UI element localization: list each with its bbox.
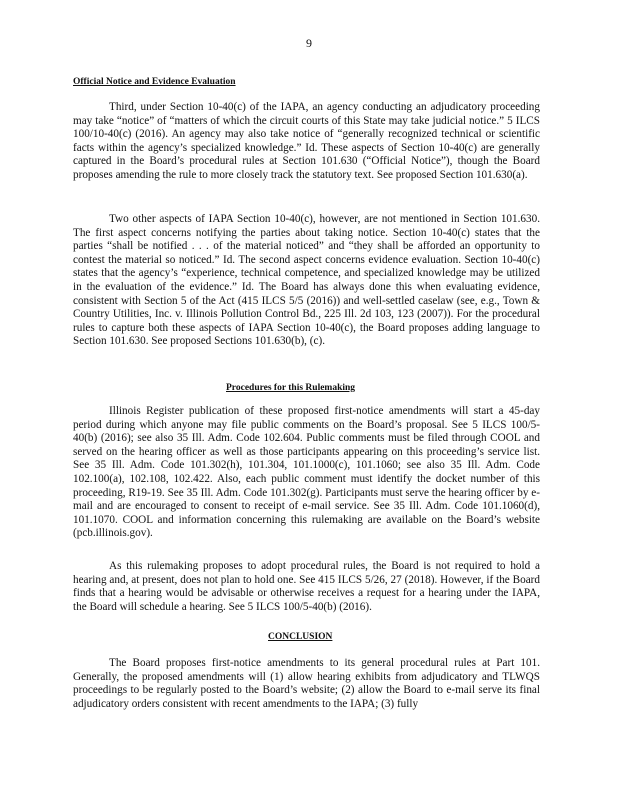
paragraph-procedures-2: As this rulemaking proposes to adopt procedural rules, the Board is not required to hold a hearing and, at present, does not plan to hold one. See 415 ILCS 5/26, 27 (2018). However, if the Board finds that a hearing would be advisable or otherwise receives a request for a hearing under the IAPA, the Board will schedule a hearing. See 5 ILCS 100/5-40(b) (2016).: [73, 560, 540, 613]
paragraph-conclusion-1: The Board proposes first-notice amendments to its general procedural rules at Part 101. Generally, the proposed amendments will (1) allow hearing exhibits from adjudicatory and TLWQS proceedings to be regularly posted to the Board’s website; (2) allow the Board to e-mail serve its final adjudicatory orders consistent with recent amendments to the IAPA; (3) fully: [73, 657, 540, 710]
section-heading-conclusion: CONCLUSION: [268, 632, 333, 642]
paragraph-official-notice-2: Two other aspects of IAPA Section 10-40(c), however, are not mentioned in Section 101.630. The first aspect concerns notifying the parties about taking notice. Section 10-40(c) states that the parties “shall be notified . . . of the material noticed” and “they shall be afforded an opportunity to contest the material so noticed.” Id. The second aspect concerns evidence evaluation. Section 10-40(c) states that the agency’s “experience, technical competence, and specialized knowledge may be utilized in the evaluation of the evidence.” Id. The Board has always done this when evaluating evidence, consistent with Section 5 of the Act (415 ILCS 5/5 (2016)) and well-settled caselaw (see, e.g., Town & Country Utilities, Inc. v. Illinois Pollution Control Bd., 225 Ill. 2d 103, 123 (2007)). For the procedural rules to capture both these aspects of IAPA Section 10-40(c), the Board proposes adding language to Section 101.630. See proposed Sections 101.630(b), (c).: [73, 213, 540, 348]
page-number: 9: [306, 36, 312, 50]
paragraph-procedures-1: Illinois Register publication of these proposed first-notice amendments will start a 45-day period during which anyone may file public comments on the Board’s proposal. See 5 ILCS 100/5-40(b) (2016); see also 35 Ill. Adm. Code 102.604. Public comments must be filed through COOL and served on the hearing officer as well as those participants appearing on this proceeding’s service list. See 35 Ill. Adm. Code 101.302(h), 101.304, 101.1000(c), 101.1060; see also 35 Ill. Adm. Code 102.100(a), 102.108, 102.422. Also, each public comment must identify the docket number of this proceeding, R19-19. See 35 Ill. Adm. Code 101.302(g). Participants must serve the hearing officer by e-mail and are encouraged to consent to receipt of e-mail service. See 35 Ill. Adm. Code 101.1060(d), 101.1070. COOL and information concerning this rulemaking are available on the Board’s website (pcb.illinois.gov).: [73, 405, 540, 540]
section-heading-procedures: Procedures for this Rulemaking: [226, 383, 356, 393]
section-heading-official-notice: Official Notice and Evidence Evaluation: [73, 77, 236, 87]
paragraph-official-notice-1: Third, under Section 10-40(c) of the IAPA, an agency conducting an adjudicatory proceeding may take “notice” of “matters of which the circuit courts of this State may take judicial notice.” 5 ILCS 100/10-40(c) (2016). An agency may also take notice of “generally recognized technical or scientific facts within the agency’s specialized knowledge.” Id. These aspects of Section 10-40(c) are generally captured in the Board’s procedural rules at Section 101.630 (“Official Notice”), though the Board proposes amending the rule to more closely track the statutory text. See proposed Section 101.630(a).: [73, 101, 540, 181]
